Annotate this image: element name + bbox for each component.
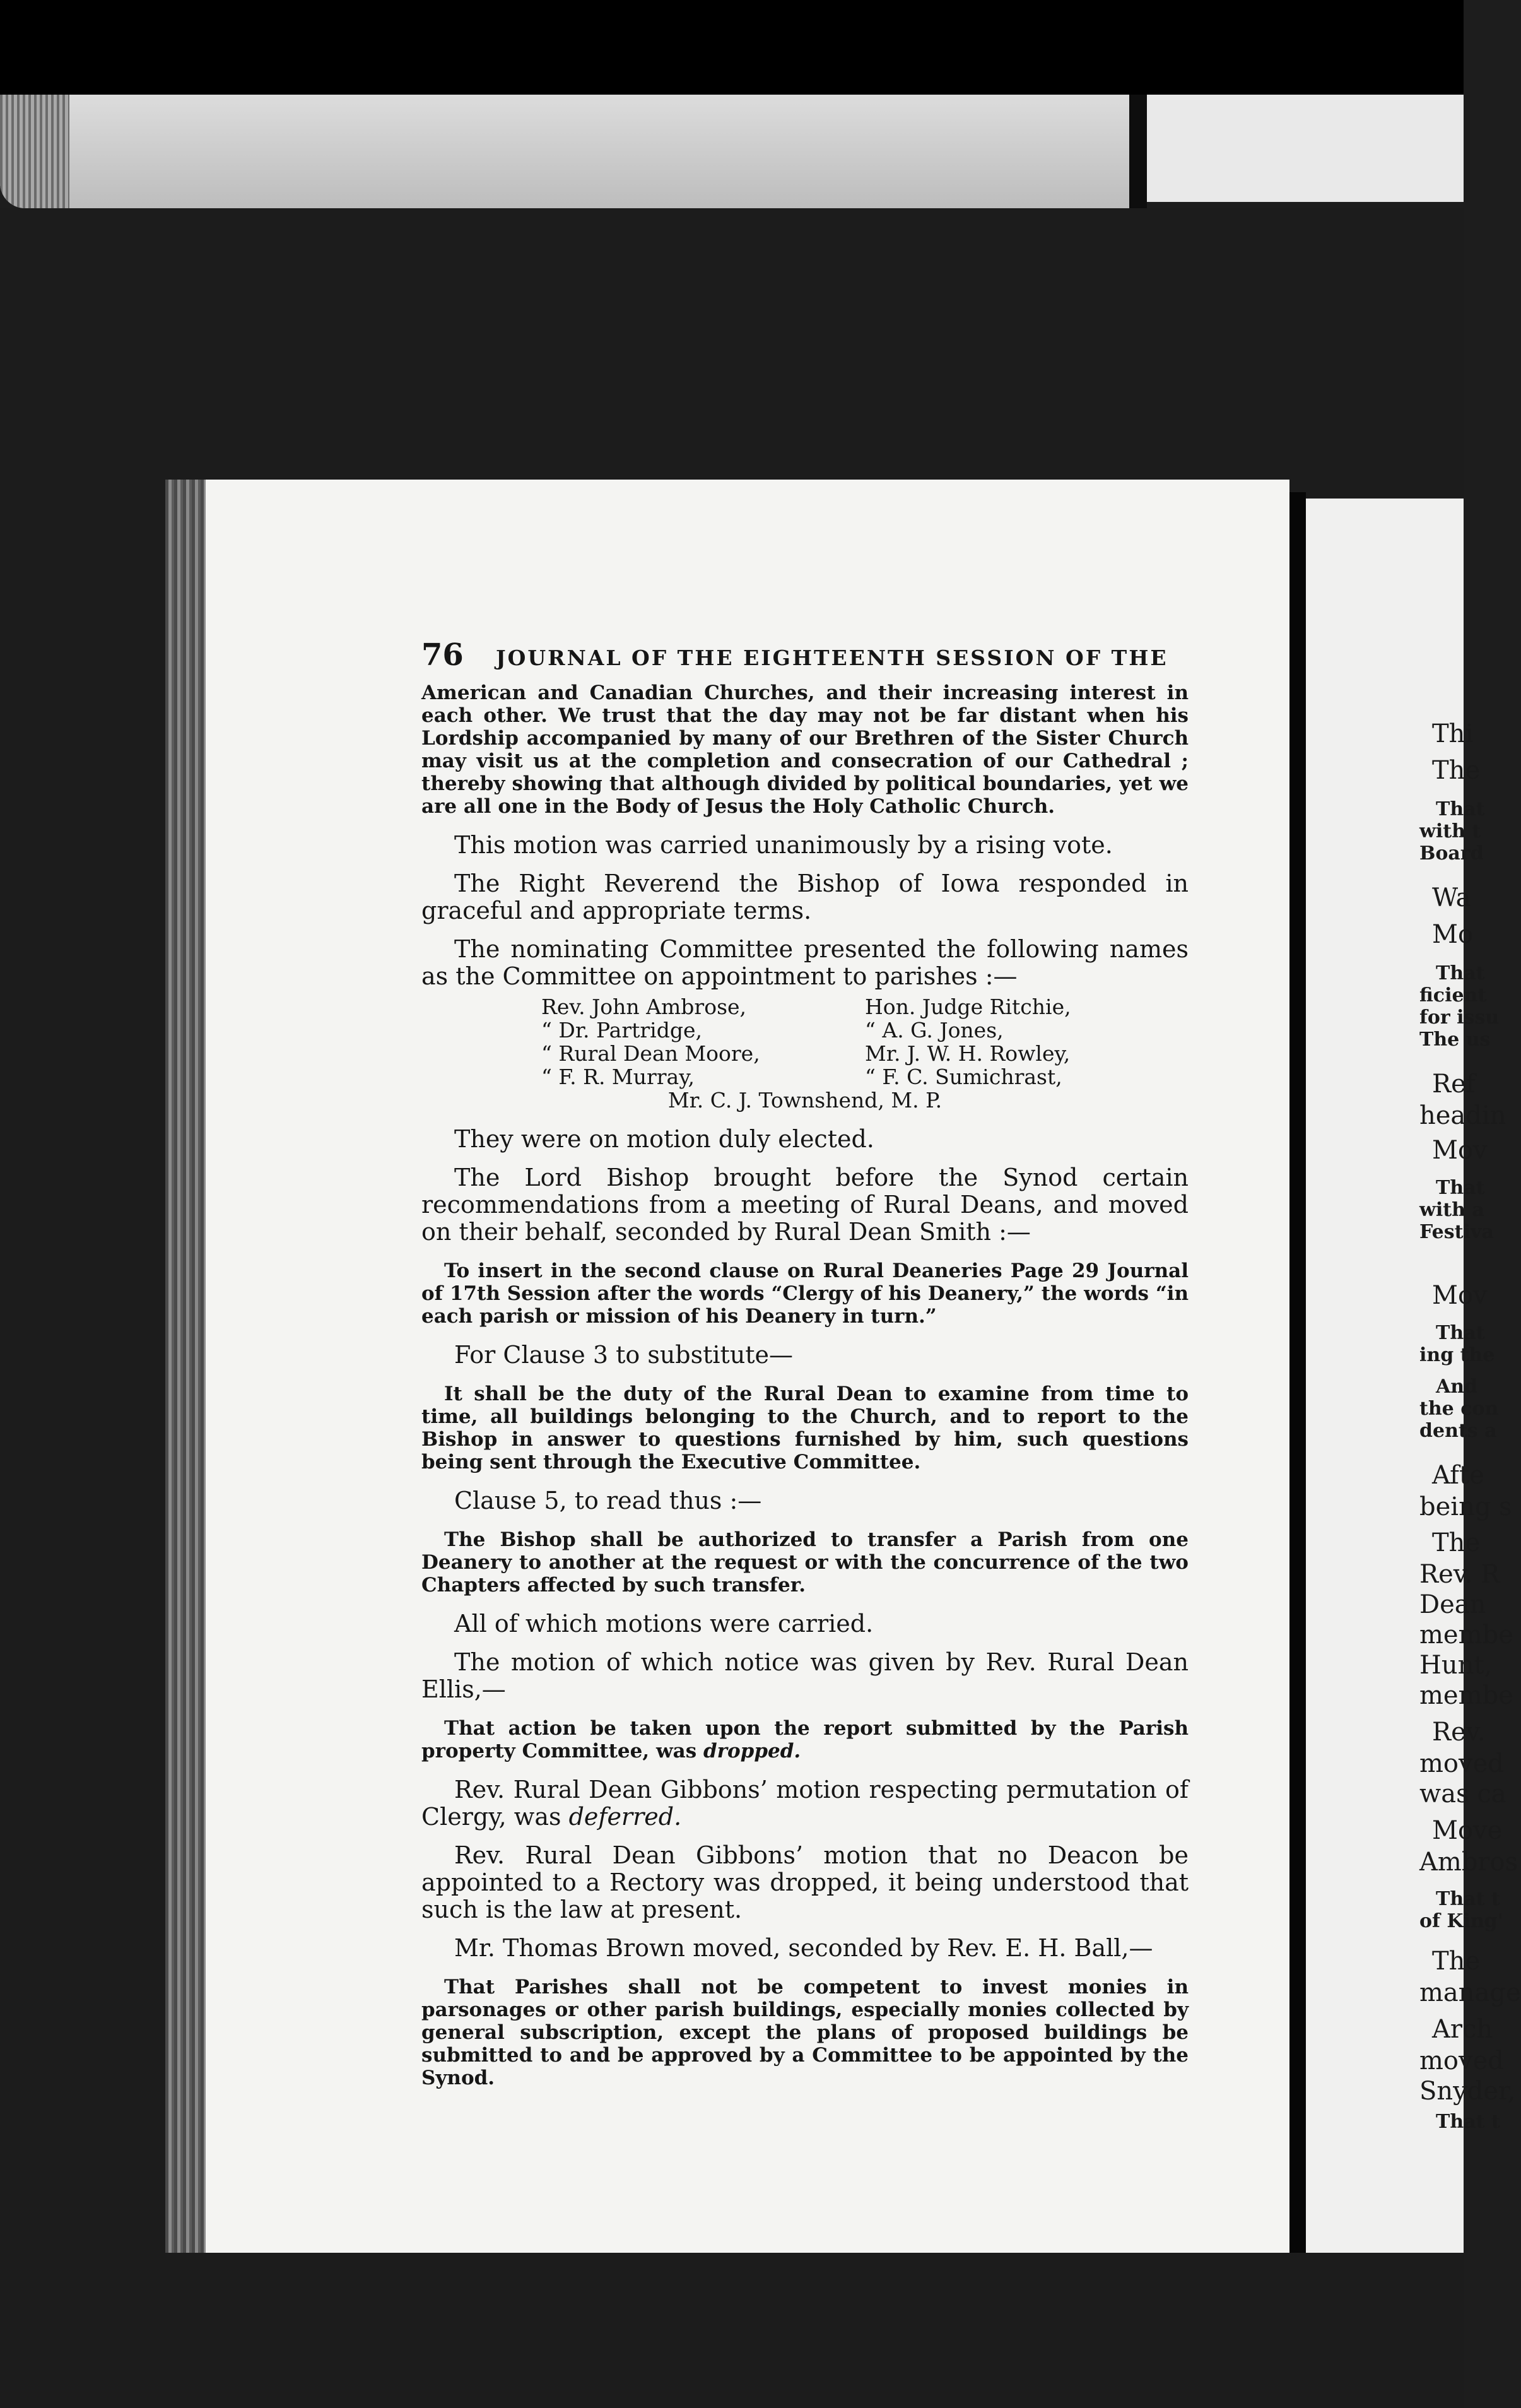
- paragraph: [421, 1776, 1189, 1831]
- facing-line: Snyder,: [1419, 2077, 1516, 2106]
- book-gutter: [1289, 492, 1306, 2253]
- facing-line: membe: [1419, 1620, 1513, 1650]
- facing-page-fragment: [1306, 499, 1521, 2253]
- facing-line: Wa: [1432, 883, 1471, 912]
- motion-outcome: deferred.: [568, 1803, 682, 1831]
- committee-name: “ A. G. Jones,: [865, 1018, 1004, 1042]
- committee-name: “ Dr. Partridge,: [541, 1018, 702, 1042]
- facing-line: membe: [1419, 1681, 1513, 1710]
- facing-line: That t: [1436, 2111, 1500, 2133]
- paragraph: The nominating Committee presented the following names as the Committee on appointment to parishes :—: [421, 935, 1189, 990]
- facing-line: The: [1432, 1947, 1481, 1976]
- paragraph: Rev. Rural Dean Gibbons’ motion that no Deacon be appointed to a Rectory was dropped, it being understood that such is the law at present.: [421, 1841, 1189, 1923]
- facing-line: was ca: [1419, 1779, 1506, 1809]
- facing-line: Board: [1419, 842, 1484, 865]
- facing-line: ing the: [1419, 1344, 1495, 1366]
- paragraph: Mr. Thomas Brown moved, seconded by Rev. E. H. Ball,—: [454, 1934, 1153, 1962]
- committee-name: Rev. John Ambrose,: [541, 994, 747, 1019]
- committee-name: Hon. Judge Ritchie,: [865, 994, 1071, 1019]
- paragraph: They were on motion duly elected.: [454, 1125, 874, 1153]
- committee-name: “ Rural Dean Moore,: [541, 1041, 760, 1066]
- facing-line: Ambros: [1419, 1848, 1518, 1877]
- facing-line: That: [1436, 962, 1485, 984]
- motion-body: Rev. Rural Dean Gibbons’ motion respecting permutation of Clergy, was: [421, 1776, 1189, 1831]
- facing-line: Mov: [1432, 1281, 1488, 1310]
- facing-line: The: [1432, 1528, 1481, 1557]
- page-text: [421, 637, 1189, 2089]
- facing-line: That t: [1436, 1888, 1500, 1910]
- facing-line: Afte: [1432, 1461, 1484, 1490]
- page-stack-edge: [165, 480, 206, 2253]
- committee-names-right: [865, 995, 1189, 1089]
- page-header: [421, 637, 1189, 682]
- facing-line: with a: [1419, 1199, 1484, 1221]
- committee-name: “ F. R. Murray,: [541, 1065, 695, 1089]
- facing-line: The: [1432, 756, 1481, 785]
- facing-line: of King': [1419, 1910, 1503, 1932]
- paragraph: The Lord Bishop brought before the Synod certain recommendations from a meeting of Rural Deans, and moved on their behalf, seconded by Rural Dean Smith :—: [421, 1164, 1189, 1246]
- paragraph: This motion was carried unanimously by a rising vote.: [454, 831, 1113, 859]
- facing-line: Ref: [1432, 1070, 1476, 1099]
- facing-line: The us: [1419, 1029, 1491, 1051]
- facing-line: ficient: [1419, 984, 1487, 1006]
- committee-names: [421, 995, 1189, 1112]
- facing-line: And: [1436, 1376, 1478, 1398]
- facing-line: dents a: [1419, 1420, 1497, 1442]
- facing-line: Thi: [1432, 719, 1474, 748]
- facing-line: Arch: [1432, 2015, 1493, 2044]
- resolution-text: American and Canadian Churches, and their increasing interest in each other. We trust that the day may not be far distant when his Lordship accompanied by many of our Brethren of the Sister Church may visit us at the completion and consecration of our Cathedral ; thereby showing that although divided by political boundaries, yet we are all one in the Body of Jesus the Holy Catholic Church.: [421, 682, 1189, 818]
- previous-spread-gutter: [1129, 95, 1147, 208]
- facing-line: the con: [1419, 1398, 1499, 1420]
- paragraph: Clause 5, to read thus :—: [454, 1487, 762, 1514]
- facing-line: Hunt,: [1419, 1651, 1493, 1680]
- facing-line: That: [1436, 798, 1485, 820]
- committee-name: Mr. C. J. Townshend, M. P.: [667, 1088, 943, 1113]
- facing-line: manage: [1419, 1978, 1521, 2007]
- paragraph: For Clause 3 to substitute—: [454, 1341, 794, 1369]
- facing-line: That: [1436, 1322, 1485, 1344]
- facing-line: with t: [1419, 820, 1481, 842]
- facing-line: Mov: [1432, 1136, 1488, 1165]
- resolution-outcome: dropped.: [703, 1740, 801, 1762]
- committee-name: “ F. C. Sumichrast,: [865, 1065, 1062, 1089]
- committee-names-left: [541, 995, 865, 1089]
- resolution-body: That action be taken upon the report submitted by the Parish property Committee, was: [421, 1717, 1189, 1762]
- scanner-background-top: [0, 0, 1464, 95]
- running-title: JOURNAL OF THE EIGHTEENTH SESSION OF THE: [496, 646, 1168, 670]
- facing-line: That: [1436, 1177, 1485, 1199]
- resolution-text: The Bishop shall be authorized to transfer a Parish from one Deanery to another at the request or with the concurrence of the two Chapters affected by such transfer.: [421, 1528, 1189, 1596]
- resolution-text: To insert in the second clause on Rural Deaneries Page 29 Journal of 17th Session after the words “Clergy of his Deanery,” the words “in each parish or mission of his Deanery in turn.”: [421, 1260, 1189, 1328]
- committee-name: Mr. J. W. H. Rowley,: [865, 1041, 1071, 1066]
- paragraph: The motion of which notice was given by Rev. Rural Dean Ellis,—: [421, 1648, 1189, 1703]
- page-number: 76: [421, 637, 464, 673]
- previous-spread-left-page: [0, 95, 1142, 208]
- facing-line: Mo: [1432, 920, 1474, 949]
- resolution-text: [421, 1717, 1189, 1762]
- facing-line: Rev.: [1432, 1718, 1486, 1747]
- resolution-text: It shall be the duty of the Rural Dean to examine from time to time, all buildings belonging to the Church, and to report to the Bishop in answer to questions furnished by him, such questions being sent through the Executive Committee.: [421, 1383, 1189, 1473]
- facing-line: being s: [1419, 1492, 1512, 1521]
- facing-line: Move: [1432, 1816, 1503, 1845]
- paragraph: The Right Reverend the Bishop of Iowa responded in graceful and appropriate terms.: [421, 870, 1189, 924]
- previous-spread-right-page: [1147, 95, 1464, 202]
- facing-line: moved: [1419, 2046, 1504, 2075]
- facing-line: for issu: [1419, 1006, 1500, 1029]
- facing-line: headin: [1419, 1101, 1506, 1130]
- facing-line: Rev. R: [1419, 1560, 1500, 1589]
- facing-line: moved: [1419, 1749, 1504, 1778]
- facing-line: Dean: [1419, 1590, 1486, 1619]
- resolution-text: That Parishes shall not be competent to invest monies in parsonages or other parish buildings, especially monies collected by general subscription, except the plans of proposed buildings be submitted to and be approved by a Committee to be appointed by the Synod.: [421, 1976, 1189, 2089]
- paragraph: All of which motions were carried.: [454, 1610, 874, 1638]
- facing-line: Festiva: [1419, 1221, 1494, 1243]
